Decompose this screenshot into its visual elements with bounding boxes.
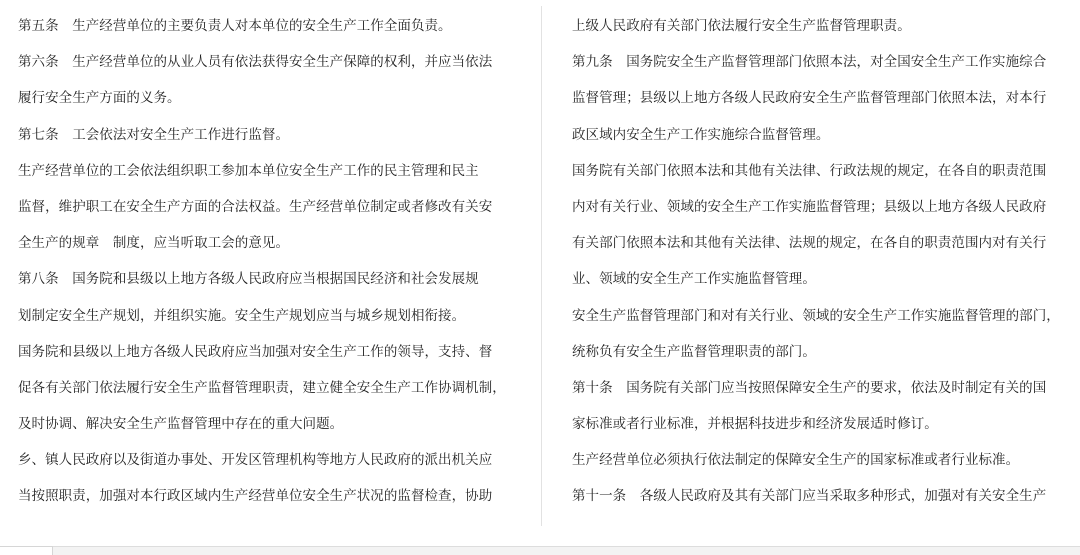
text-line: 第七条 工会依法对安全生产工作进行监督。 — [18, 126, 289, 143]
column-divider — [541, 6, 542, 526]
text-line: 划制定安全生产规划，并组织实施。安全生产规划应当与城乡规划相衔接。 — [18, 307, 466, 324]
right-text-column — [572, 8, 1078, 515]
text-line: 全生产的规章 制度，应当听取工会的意见。 — [18, 235, 289, 252]
text-line: 生产经营单位必须执行依法制定的保障安全生产的国家标准或者行业标准。 — [572, 452, 1020, 469]
text-line: 国务院和县级以上地方各级人民政府应当加强对安全生产工作的领导，支持、督 — [18, 343, 493, 360]
text-line: 履行安全生产方面的义务。 — [18, 90, 181, 107]
text-line: 监督管理；县级以上地方各级人民政府安全生产监督管理部门依照本法，对本行 — [572, 90, 1047, 107]
bottom-status-bar — [0, 546, 1080, 555]
bottom-tab[interactable] — [0, 546, 53, 555]
text-line: 第八条 国务院和县级以上地方各级人民政府应当根据国民经济和社会发展规 — [18, 271, 479, 288]
text-line: 家标准或者行业标准，并根据科技进步和经济发展适时修订。 — [572, 416, 938, 433]
text-line: 统称负有安全生产监督管理职责的部门。 — [572, 343, 816, 360]
text-line: 第九条 国务院安全生产监督管理部门依照本法，对全国安全生产工作实施综合 — [572, 54, 1047, 71]
text-line: 业、领域的安全生产工作实施监督管理。 — [572, 271, 816, 288]
text-line: 生产经营单位的工会依法组织职工参加本单位安全生产工作的民主管理和民主 — [18, 162, 479, 179]
text-line: 政区域内安全生产工作实施综合监督管理。 — [572, 126, 830, 143]
text-line: 第十条 国务院有关部门应当按照保障安全生产的要求，依法及时制定有关的国 — [572, 379, 1047, 396]
text-line: 第十一条 各级人民政府及其有关部门应当采取多种形式，加强对有关安全生产 — [572, 488, 1047, 505]
text-line: 监督，维护职工在安全生产方面的合法权益。生产经营单位制定或者修改有关安 — [18, 198, 493, 215]
text-line: 安全生产监督管理部门和对有关行业、领域的安全生产工作实施监督管理的部门， — [572, 307, 1060, 324]
text-line: 有关部门依照本法和其他有关法律、法规的规定，在各自的职责范围内对有关行 — [572, 235, 1047, 252]
text-line: 促各有关部门依法履行安全生产监督管理职责，建立健全安全生产工作协调机制， — [18, 379, 506, 396]
text-line: 乡、镇人民政府以及街道办事处、开发区管理机构等地方人民政府的派出机关应 — [18, 452, 493, 469]
text-line: 第六条 生产经营单位的从业人员有依法获得安全生产保障的权利，并应当依法 — [18, 54, 493, 71]
left-text-column — [18, 8, 528, 515]
text-line: 第五条 生产经营单位的主要负责人对本单位的安全生产工作全面负责。 — [18, 18, 452, 34]
text-line: 及时协调、解决安全生产监督管理中存在的重大问题。 — [18, 416, 344, 433]
text-line: 国务院有关部门依照本法和其他有关法律、行政法规的规定，在各自的职责范围 — [572, 162, 1047, 179]
text-line: 内对有关行业、领域的安全生产工作实施监督管理；县级以上地方各级人民政府 — [572, 198, 1047, 215]
text-line: 上级人民政府有关部门依法履行安全生产监督管理职责。 — [572, 18, 911, 34]
text-line: 当按照职责，加强对本行政区域内生产经营单位安全生产状况的监督检查，协助 — [18, 488, 493, 505]
